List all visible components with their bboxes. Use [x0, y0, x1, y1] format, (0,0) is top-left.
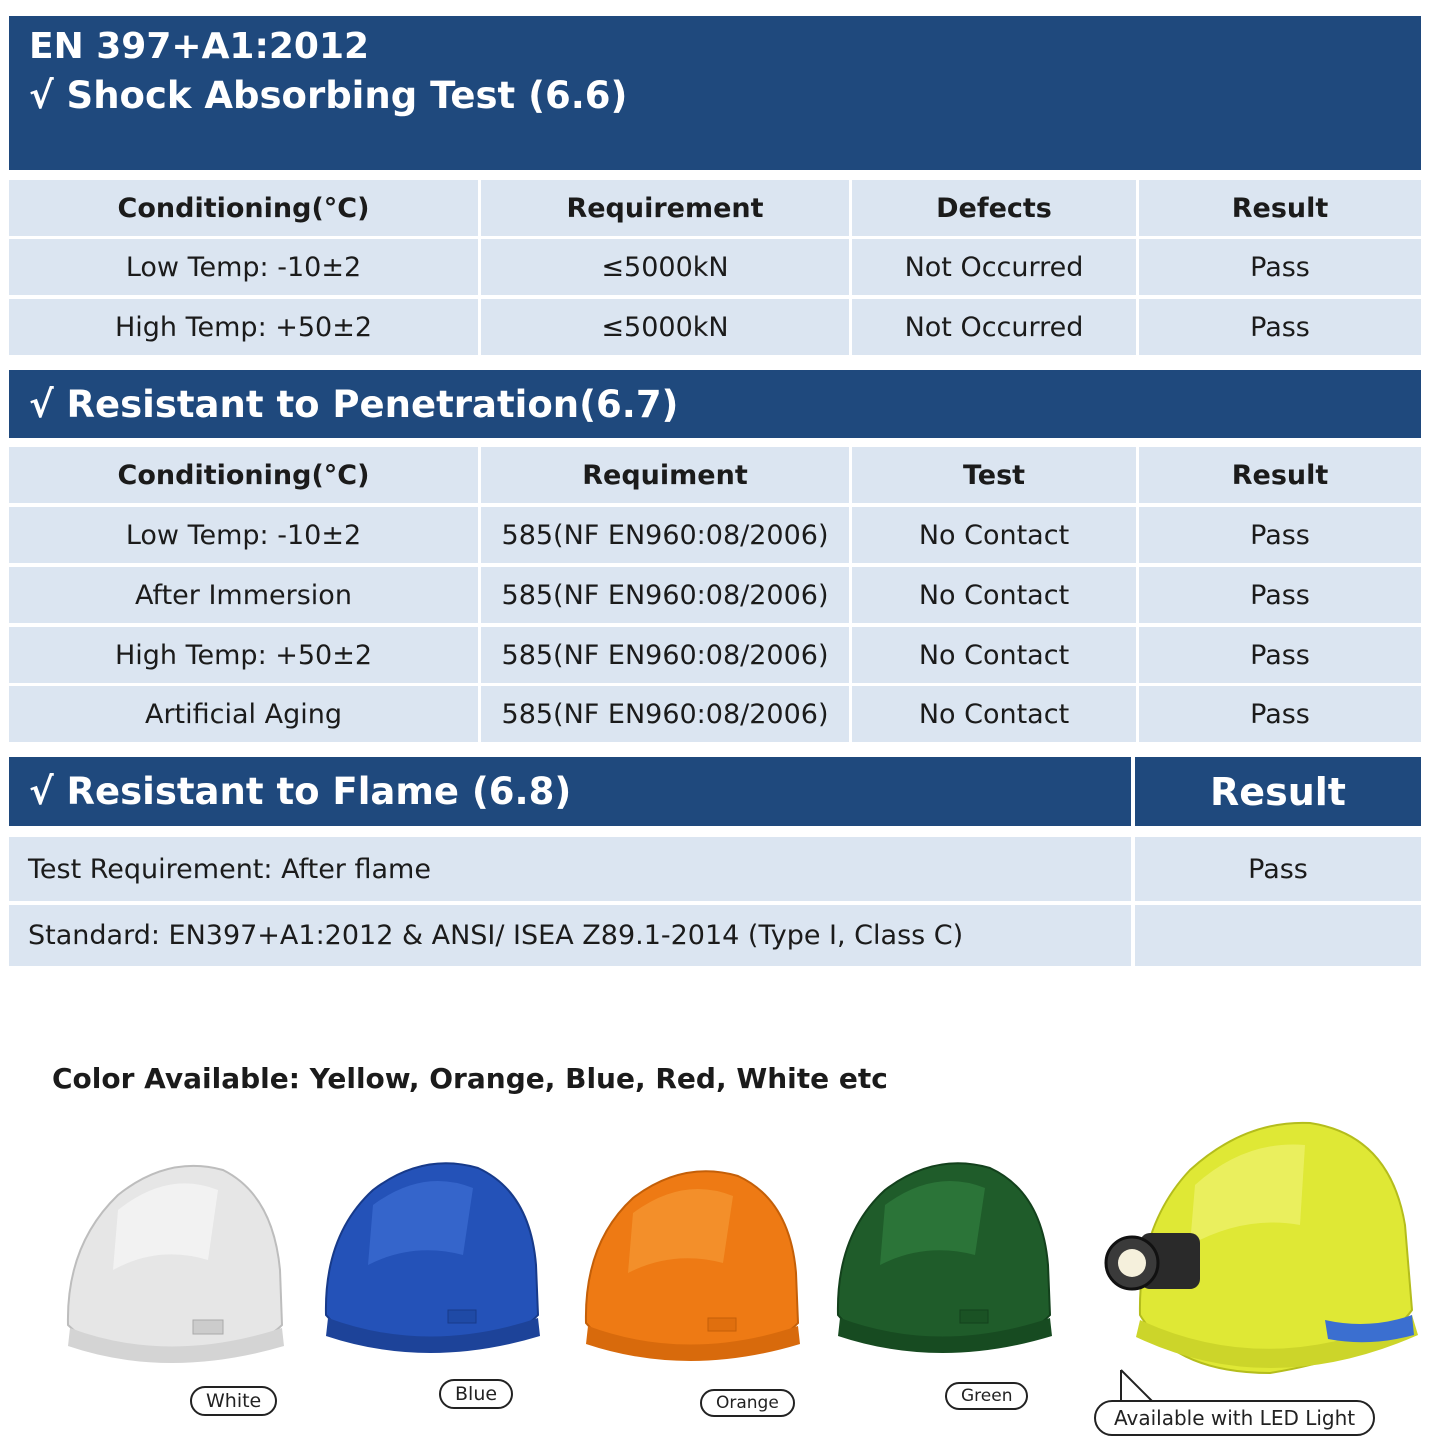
cell: Pass: [1139, 567, 1421, 623]
cell: Pass: [1139, 627, 1421, 683]
cell: No Contact: [852, 567, 1136, 623]
color-available-title: Color Available: Yellow, Orange, Blue, Red, White etc: [52, 1062, 888, 1095]
white-color-label: White: [190, 1386, 277, 1416]
led-helmet-image: [1100, 1115, 1425, 1385]
flame-result-label: Result: [1210, 769, 1346, 814]
flame-standard-row: [9, 905, 1131, 966]
cell: Not Occurred: [852, 239, 1136, 295]
standard-title: EN 397+A1:2012: [29, 26, 370, 67]
table-row: [9, 686, 1421, 742]
green-color-label: Green: [945, 1382, 1028, 1410]
shock-header-defects: Defects: [852, 180, 1136, 236]
cell: After Immersion: [9, 567, 478, 623]
cell: ≤5000kN: [481, 239, 849, 295]
penetration-title: √ Resistant to Penetration(6.7): [29, 383, 679, 426]
table-row: [9, 567, 1421, 623]
table-row: [9, 239, 1421, 295]
cell: ≤5000kN: [481, 299, 849, 355]
shock-table-header-row: [9, 180, 1421, 236]
cell: 585(NF EN960:08/2006): [481, 627, 849, 683]
flame-title: √ Resistant to Flame (6.8): [29, 770, 572, 813]
cell: Pass: [1139, 686, 1421, 742]
cell: High Temp: +50±2: [9, 299, 478, 355]
shock-test-title: √ Shock Absorbing Test (6.6): [29, 74, 628, 117]
cell: Not Occurred: [852, 299, 1136, 355]
flame-standard-result: [1135, 905, 1421, 966]
cell: Low Temp: -10±2: [9, 239, 478, 295]
orange-helmet-image: [578, 1158, 803, 1383]
table-row: [9, 627, 1421, 683]
flame-requirement-result: [1135, 837, 1421, 901]
orange-color-label: Orange: [700, 1389, 795, 1417]
pen-header-requirement: Requiment: [481, 447, 849, 503]
blue-color-label: Blue: [439, 1379, 513, 1409]
shock-header-requirement: Requirement: [481, 180, 849, 236]
cell: 585(NF EN960:08/2006): [481, 567, 849, 623]
white-helmet-image: [58, 1150, 290, 1380]
cell: No Contact: [852, 507, 1136, 563]
cell: Low Temp: -10±2: [9, 507, 478, 563]
shock-header-result: Result: [1139, 180, 1421, 236]
cell: Artificial Aging: [9, 686, 478, 742]
pen-header-test: Test: [852, 447, 1136, 503]
shock-header-conditioning: Conditioning(°C): [9, 180, 478, 236]
pen-header-conditioning: Conditioning(°C): [9, 447, 478, 503]
cell: Pass: [1139, 507, 1421, 563]
penetration-header-band: [9, 370, 1421, 438]
flame-requirement-row: [9, 837, 1131, 901]
cell: High Temp: +50±2: [9, 627, 478, 683]
penetration-table-header-row: [9, 447, 1421, 503]
table-row: [9, 299, 1421, 355]
flame-pass: Pass: [1248, 853, 1308, 885]
led-light-label: Available with LED Light: [1094, 1400, 1375, 1436]
flame-header-band: [9, 757, 1131, 826]
flame-result-header: [1135, 757, 1421, 826]
cell: Pass: [1139, 239, 1421, 295]
table-row: [9, 507, 1421, 563]
pen-header-result: Result: [1139, 447, 1421, 503]
cell: 585(NF EN960:08/2006): [481, 686, 849, 742]
blue-helmet-image: [318, 1150, 543, 1375]
cell: No Contact: [852, 627, 1136, 683]
flame-standard: Standard: EN397+A1:2012 & ANSI/ ISEA Z89.1-2014 (Type I, Class C): [28, 920, 964, 951]
shock-header-band: [9, 16, 1421, 170]
flame-requirement: Test Requirement: After flame: [28, 853, 431, 885]
cell: Pass: [1139, 299, 1421, 355]
green-helmet-image: [830, 1150, 1055, 1375]
cell: 585(NF EN960:08/2006): [481, 507, 849, 563]
cell: No Contact: [852, 686, 1136, 742]
